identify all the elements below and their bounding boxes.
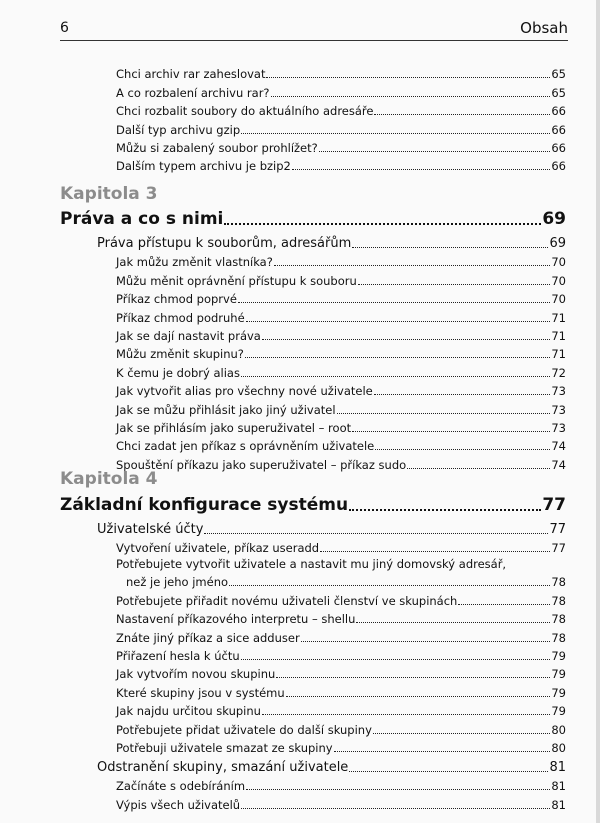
toc-entry-title: Jak vytvořím novou skupinu: [116, 667, 276, 682]
chapter-4-title[interactable]: [60, 491, 566, 515]
toc-entry-page: 78: [551, 593, 566, 608]
toc-entry-title: Chci archiv rar zaheslovat: [116, 67, 266, 82]
toc-entry[interactable]: [0, 737, 600, 755]
toc-entry-title: Jak vytvořit alias pro všechny nové uživatele: [116, 384, 373, 399]
toc-entry-page: 66: [551, 159, 566, 174]
toc-entry[interactable]: [0, 718, 600, 736]
chapter-3-contents: [0, 231, 600, 472]
toc-entry-title: Nastavení příkazového interpretu – shellu: [116, 612, 356, 627]
page-number: 6: [60, 20, 69, 36]
chapter-4-label: Kapitola 4: [60, 469, 158, 489]
toc-entry-page: 73: [551, 420, 566, 435]
toc-entry[interactable]: [0, 137, 600, 155]
toc-entry-page: 72: [551, 365, 566, 380]
toc-entry-title: Které skupiny jsou v systému: [116, 685, 285, 700]
toc-entry-title: Jak se dají nastavit práva: [116, 328, 261, 343]
toc-section-page: 69: [549, 236, 566, 251]
page-header: [60, 18, 568, 41]
toc-entry[interactable]: [0, 288, 600, 306]
chapter-3-label: Kapitola 3: [60, 184, 158, 204]
toc-entry-page: 70: [551, 292, 566, 307]
toc-entry-title: Dalším typem archivu je bzip2: [116, 159, 291, 174]
toc-entry-page: 79: [551, 667, 566, 682]
toc-entry-title: Chci zadat jen příkaz s oprávněním uživatele: [116, 439, 375, 454]
toc-entry-title: Potřebuji uživatele smazat ze skupiny: [116, 740, 333, 755]
toc-entry-page: 71: [551, 347, 566, 362]
toc-entry-title: Můžu změnit skupinu?: [116, 347, 244, 362]
toc-entry[interactable]: [0, 700, 600, 718]
toc-entry[interactable]: [0, 681, 600, 699]
toc-entry-page: 79: [551, 685, 566, 700]
toc-entry[interactable]: [0, 645, 600, 663]
toc-entry-page: 78: [551, 612, 566, 627]
toc-entry-title-line2: než je jeho jméno: [126, 575, 229, 590]
toc-entry-title: Příkaz chmod poprvé: [116, 292, 237, 307]
toc-entry-page: 65: [551, 67, 566, 82]
chapter-3-title[interactable]: [60, 205, 566, 229]
toc-entry[interactable]: [0, 537, 600, 555]
toc-entry[interactable]: [0, 343, 600, 361]
chapter-page: 69: [542, 209, 566, 229]
toc-entry-page: 78: [551, 575, 566, 590]
running-title: Obsah: [520, 19, 568, 37]
toc-entry-page: 66: [551, 122, 566, 137]
toc-entry[interactable]: [0, 81, 600, 99]
toc-entry-page: 73: [551, 402, 566, 417]
toc-entry-page: 78: [551, 630, 566, 645]
toc-section-title: Uživatelské účty: [97, 522, 204, 537]
toc-entry-title: Můžu měnit oprávnění přístupu k souboru: [116, 273, 357, 288]
toc-entry[interactable]: [0, 417, 600, 435]
toc-entry-title: Další typ archivu gzip: [116, 122, 241, 137]
toc-entry-title: Můžu si zabalený soubor prohlížet?: [116, 140, 318, 155]
chapter-4-contents: [0, 517, 600, 812]
toc-entry-title: Znáte jiný příkaz a sice adduser: [116, 630, 300, 645]
toc-entry[interactable]: [0, 325, 600, 343]
toc-entry-title: Jak můžu změnit vlastníka?: [116, 255, 273, 270]
toc-entry[interactable]: [0, 361, 600, 379]
toc-entry-title: Začínáte s odebíráním: [116, 779, 246, 794]
toc-section[interactable]: [0, 755, 600, 775]
toc-entry-title: Spouštění příkazu jako superuživatel – příkaz sudo: [116, 457, 407, 472]
toc-entry-title: Vytvoření uživatele, příkaz useradd: [116, 541, 320, 556]
toc-entry-page: 66: [551, 140, 566, 155]
toc-entry-title: Přiřazení hesla k účtu: [116, 648, 240, 663]
toc-entry[interactable]: [0, 398, 600, 416]
toc-section-title: Odstranění skupiny, smazání uživatele: [97, 759, 349, 775]
toc-intro-list: [0, 63, 600, 173]
toc-entry-title: Příkaz chmod podruhé: [116, 310, 245, 325]
toc-entry-title: Potřebujete přiřadit novému uživateli členství ve skupinách: [116, 593, 458, 608]
chapter-title-text: Práva a co s nimi: [60, 209, 224, 229]
toc-entry[interactable]: [0, 435, 600, 453]
toc-entry-page: 79: [551, 648, 566, 663]
toc-entry-title: Výpis všech uživatelů: [116, 797, 241, 812]
toc-entry-page: 81: [551, 797, 566, 812]
toc-entry-page: 79: [551, 704, 566, 719]
toc-section-page: 81: [549, 759, 566, 775]
toc-entry-multiline[interactable]: [0, 555, 600, 589]
toc-entry-page: 71: [551, 310, 566, 325]
toc-entry[interactable]: [0, 626, 600, 644]
toc-entry-title: K čemu je dobrý alias: [116, 365, 240, 380]
toc-entry-title-line1: Potřebujete vytvořit uživatele a nastavit mu jiný domovský adresář,: [116, 557, 507, 572]
toc-entry[interactable]: [0, 589, 600, 607]
toc-entry[interactable]: [0, 63, 600, 81]
toc-entry[interactable]: [0, 155, 600, 173]
toc-entry[interactable]: [0, 380, 600, 398]
toc-entry-page: 74: [551, 439, 566, 454]
toc-entry-page: 66: [551, 104, 566, 119]
toc-entry-title: A co rozbalení archivu rar?: [116, 85, 270, 100]
toc-entry[interactable]: [0, 306, 600, 324]
toc-entry-page: 70: [551, 255, 566, 270]
toc-entry-page: 77: [551, 541, 566, 556]
toc-entry[interactable]: [0, 269, 600, 287]
chapter-title-text: Základní konfigurace systému: [60, 495, 349, 515]
toc-entry-page: 70: [551, 273, 566, 288]
toc-entry-page: 80: [551, 740, 566, 755]
toc-entry-page: 74: [551, 457, 566, 472]
toc-entry[interactable]: [0, 775, 600, 793]
toc-section-page: 77: [549, 522, 566, 537]
toc-entry-title: Jak se můžu přihlásit jako jiný uživatel: [116, 402, 336, 417]
toc-section[interactable]: [0, 231, 600, 251]
toc-entry-title: Jak najdu určitou skupinu: [116, 704, 261, 719]
toc-entry[interactable]: [0, 251, 600, 269]
toc-entry[interactable]: [0, 663, 600, 681]
toc-entry-title: Jak se přihlásím jako superuživatel – root: [116, 420, 352, 435]
toc-entry[interactable]: [0, 793, 600, 811]
toc-entry[interactable]: [0, 608, 600, 626]
toc-entry-page: 73: [551, 384, 566, 399]
toc-section[interactable]: [0, 517, 600, 537]
toc-section-title: Práva přístupu k souborům, adresářům: [97, 236, 352, 251]
toc-entry[interactable]: [0, 100, 600, 118]
toc-entry-page: 81: [551, 779, 566, 794]
toc-entry-page: 65: [551, 85, 566, 100]
toc-entry[interactable]: [0, 118, 600, 136]
toc-entry-title: Potřebujete přidat uživatele do další skupiny: [116, 722, 372, 737]
chapter-page: 77: [542, 495, 566, 515]
toc-entry-page: 80: [551, 722, 566, 737]
toc-entry-title: Chci rozbalit soubory do aktuálního adresáře: [116, 104, 374, 119]
toc-entry-page: 71: [551, 328, 566, 343]
